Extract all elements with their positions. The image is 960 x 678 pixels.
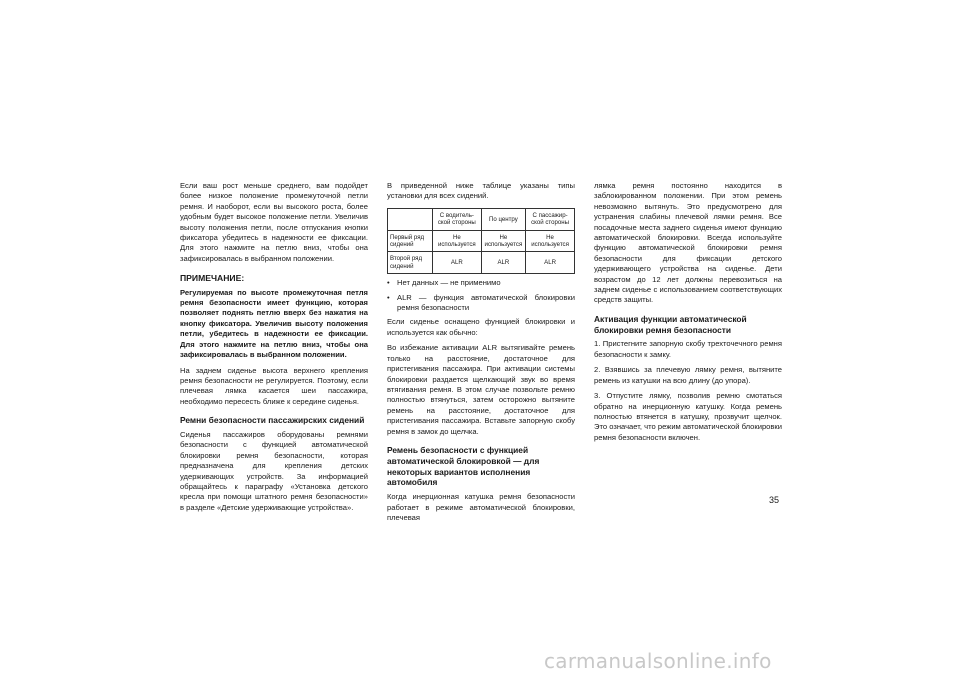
bullet-text: ALR — функция автоматической блокировки ремня безопасности bbox=[397, 292, 575, 313]
watermark: carmanualsonline.info bbox=[544, 649, 772, 673]
paragraph-alr-continued: лямка ремня постоянно находится в заблокированном положении. При этом ремень невозможно вытянуть. Это предусмотрено для устранения слабины плечевой лямки ремня. Все посадочные места заднего сиденья имеют функцию автоматической блокировки. Всегда используйте функцию автоматической блокировки ремня безопасности для фиксации детского удерживающего устройства на сиденье. Дети возрастом до 12 лет должны перевозиться на заднем сиденье с использованием соответствующих средств защиты. bbox=[594, 181, 782, 305]
table-cell: Не используется bbox=[481, 230, 525, 252]
seat-type-table bbox=[387, 208, 575, 274]
paragraph-normal-use: Если сиденье оснащено функцией блокировки и используется как обычно: bbox=[387, 317, 575, 337]
table-row bbox=[388, 230, 575, 252]
list-item: 2. Взявшись за плечевую лямку ремня, вытяните ремень из катушки на всю длину (до упора). bbox=[594, 365, 782, 385]
list-item bbox=[387, 278, 575, 288]
table-row-label: Первый ряд сидений bbox=[388, 230, 433, 252]
table-header-cell: С пассажирской стороны bbox=[526, 208, 575, 230]
table-cell: Не используется bbox=[433, 230, 482, 252]
bullet-marker: • bbox=[387, 292, 390, 302]
table-header-row bbox=[388, 208, 575, 230]
paragraph-table-intro: В приведенной ниже таблице указаны типы установки для всех сидений. bbox=[387, 181, 575, 201]
bullet-marker: • bbox=[387, 278, 390, 288]
table-row bbox=[388, 252, 575, 274]
column-right bbox=[594, 181, 782, 448]
paragraph-alr-avoid: Во избежание активации ALR вытягивайте ремень только на расстояние, достаточное для пристегивания пассажира. При активации системы блокировки раздается щелкающий звук во время втягивания ремня. В этом случае позвольте ремню полностью втянуться, затем осторожно вытяните ремень на расстояние, достаточное для пристегивания пассажира. Вставьте запорную скобу ремня в замок до щелчка. bbox=[387, 343, 575, 436]
heading-alr-activation: Активация функции автоматической блокировки ремня безопасности bbox=[594, 313, 747, 335]
table-header-cell: По центру bbox=[481, 208, 525, 230]
table-header-cell bbox=[388, 208, 433, 230]
page-number: 35 bbox=[769, 495, 780, 505]
column-left bbox=[180, 181, 368, 518]
paragraph-rear-anchor: На заднем сиденье высота верхнего крепления ремня безопасности не регулируется. Поэтому, если плечевая лямка касается шеи пассажира, необходимо пересесть ближе к середине сиденья. bbox=[180, 365, 368, 406]
table-header-cell: С водительской стороны bbox=[433, 208, 482, 230]
table-cell: ALR bbox=[433, 252, 482, 274]
bullet-text: Нет данных — не применимо bbox=[397, 278, 501, 288]
table-row-label: Второй ряд сидений bbox=[388, 252, 433, 274]
paragraph-alr-mode: Когда инерционная катушка ремня безопасности работает в режиме автоматической блокировки, плечевая bbox=[387, 492, 575, 522]
note-text: Регулируемая по высоте промежуточная петля ремня безопасности имеет функцию, которая позволяет поднять петлю вверх без нажатия на кнопку фиксатора. Увеличив высоту положения петли, убедитесь в надежности ее фиксации. Для этого нажмите на петлю вниз, чтобы она зафиксировалась в выбранном положении. bbox=[180, 287, 368, 360]
table-cell: Не используется bbox=[526, 230, 575, 252]
paragraph-belt-height: Если ваш рост меньше среднего, вам подойдет более низкое положение промежуточной петли ремня. И наоборот, если вы высокого роста, более удобным будет высокое положение петли. Увеличив высоту положения петли, после отпускания кнопки фиксатора убедитесь в надежности ее фиксации. Для этого нажмите на петлю вниз, чтобы она зафиксировалась в выбранном положении. bbox=[180, 181, 368, 263]
note-label: ПРИМЕЧАНИЕ: bbox=[180, 273, 245, 284]
list-item: 3. Отпустите лямку, позволив ремню смотаться обратно на инерционную катушку. Когда ремень полностью втянется в катушку, прозвучит щелчок. Это означает, что режим автоматической блокировки ремня безопасности включен. bbox=[594, 391, 782, 442]
list-item: 1. Пристегните запорную скобу трехточечного ремня безопасности к замку. bbox=[594, 339, 782, 359]
table-cell: ALR bbox=[481, 252, 525, 274]
list-item bbox=[387, 293, 575, 314]
paragraph-passenger-belts: Сиденья пассажиров оборудованы ремнями безопасности с функцией автоматической блокировки ремня безопасности, которая предназначена для крепления детских удерживающих устройств. За информацией обращайтесь к параграфу «Установка детского кресла при помощи штатного ремня безопасности» в разделе «Детские удерживающие устройства». bbox=[180, 429, 368, 512]
table-cell: ALR bbox=[526, 252, 575, 274]
column-middle bbox=[387, 181, 575, 528]
heading-passenger-belts: Ремни безопасности пассажирских сидений bbox=[180, 415, 365, 426]
heading-alr-belt: Ремень безопасности с функцией автоматической блокировкой — для некоторых вариантов исполнения автомобиля bbox=[387, 444, 540, 488]
